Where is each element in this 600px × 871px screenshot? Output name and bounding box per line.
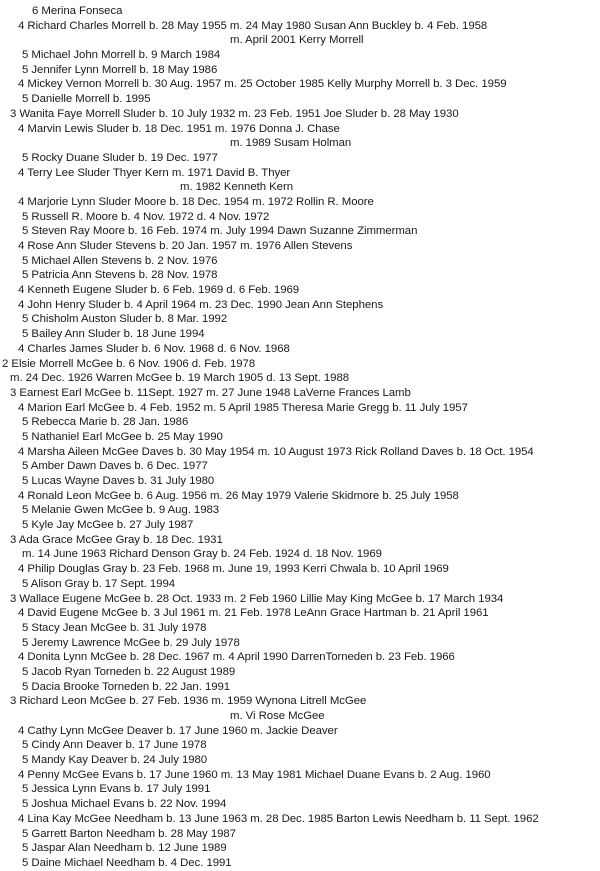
genealogy-entry: 3 Wanita Faye Morrell Sluder b. 10 July 1932 m. 23 Feb. 1951 Joe Sluder b. 28 May 1930 xyxy=(10,107,459,120)
genealogy-entry: 5 Steven Ray Moore b. 16 Feb. 1974 m. July 1994 Dawn Suzanne Zimmerman xyxy=(22,225,418,238)
genealogy-entry: 4 Mickey Vernon Morrell b. 30 Aug. 1957 m. 25 October 1985 Kelly Murphy Morrell b. 3 Dec. 1959 xyxy=(18,78,507,91)
genealogy-entry: 4 Penny McGee Evans b. 17 June 1960 m. 13 May 1981 Michael Duane Evans b. 2 Aug. 1960 xyxy=(18,768,491,781)
genealogy-entry: m. Vi Rose McGee xyxy=(230,710,325,722)
genealogy-entry: 3 Wallace Eugene McGee b. 28 Oct. 1933 m. 2 Feb 1960 Lillie May King McGee b. 17 March 1934 xyxy=(10,592,504,605)
genealogy-entry: 5 Jaspar Alan Needham b. 12 June 1989 xyxy=(22,842,227,855)
genealogy-entry: 5 Stacy Jean McGee b. 31 July 1978 xyxy=(22,621,207,634)
genealogy-entry: 5 Jacob Ryan Torneden b. 22 August 1989 xyxy=(22,665,236,678)
genealogy-entry: 5 Lucas Wayne Daves b. 31 July 1980 xyxy=(22,475,215,487)
genealogy-entry: 3 Ada Grace McGee Gray b. 18 Dec. 1931 xyxy=(10,533,223,546)
genealogy-entry: 6 Merina Fonseca xyxy=(32,5,123,17)
genealogy-entry: m. 14 June 1963 Richard Denson Gray b. 24 Feb. 1924 d. 18 Nov. 1969 xyxy=(22,548,382,561)
genealogy-entry: 4 Rose Ann Sluder Stevens b. 20 Jan. 1957 m. 1976 Allen Stevens xyxy=(18,240,353,252)
genealogy-entry: 4 Lina Kay McGee Needham b. 13 June 1963 m. 28 Dec. 1985 Barton Lewis Needham b. 11 Sept. 1962 xyxy=(18,812,539,825)
genealogy-entry: 5 Jessica Lynn Evans b. 17 July 1991 xyxy=(22,783,211,796)
genealogy-entry: 4 Marion Earl McGee b. 4 Feb. 1952 m. 5 April 1985 Theresa Marie Gregg b. 11 July 1957 xyxy=(18,401,468,414)
genealogy-entry: 4 Marvin Lewis Sluder b. 18 Dec. 1951 m. 1976 Donna J. Chase xyxy=(18,122,340,135)
genealogy-entry: 5 Mandy Kay Deaver b. 24 July 1980 xyxy=(22,754,208,767)
genealogy-entry: 5 Danielle Morrell b. 1995 xyxy=(22,93,151,106)
genealogy-entry: m. 24 Dec. 1926 Warren McGee b. 19 March 1905 d. 13 Sept. 1988 xyxy=(10,372,350,385)
genealogy-entry: 5 Daine Michael Needham b. 4 Dec. 1991 xyxy=(22,856,232,869)
genealogy-entry: 5 Nathaniel Earl McGee b. 25 May 1990 xyxy=(22,430,223,443)
genealogy-document xyxy=(0,4,600,871)
genealogy-entry: 5 Melanie Gwen McGee b. 9 Aug. 1983 xyxy=(22,504,220,517)
genealogy-entry: 2 Elsie Morrell McGee b. 6 Nov. 1906 d. Feb. 1978 xyxy=(2,357,256,370)
genealogy-entry: 4 Marjorie Lynn Sluder Moore b. 18 Dec. 1954 m. 1972 Rollin R. Moore xyxy=(18,195,374,208)
genealogy-entry: 4 Marsha Aileen McGee Daves b. 30 May 1954 m. 10 August 1973 Rick Rolland Daves b. 18 Oct. 1954 xyxy=(18,445,534,458)
genealogy-entry: 4 Terry Lee Sluder Thyer Kern m. 1971 David B. Thyer xyxy=(18,166,291,179)
genealogy-entry: 5 Patricia Ann Stevens b. 28 Nov. 1978 xyxy=(22,269,218,282)
genealogy-entry: 5 Bailey Ann Sluder b. 18 June 1994 xyxy=(22,328,205,341)
genealogy-entry: 5 Rocky Duane Sluder b. 19 Dec. 1977 xyxy=(22,151,218,164)
genealogy-entry: 4 Richard Charles Morrell b. 28 May 1955 m. 24 May 1980 Susan Ann Buckley b. 4 Feb. 1958 xyxy=(18,19,488,32)
genealogy-entry: 3 Richard Leon McGee b. 27 Feb. 1936 m. 1959 Wynona Litrell McGee xyxy=(10,695,367,708)
genealogy-entry: 5 Jennifer Lynn Morrell b. 18 May 1986 xyxy=(22,63,218,76)
genealogy-entry: 5 Rebecca Marie b. 28 Jan. 1986 xyxy=(22,416,189,429)
genealogy-entry: 4 David Eugene McGee b. 3 Jul 1961 m. 21 Feb. 1978 LeAnn Grace Hartman b. 21 April 1961 xyxy=(18,607,489,620)
genealogy-entry: 5 Cindy Ann Deaver b. 17 June 1978 xyxy=(22,739,207,752)
genealogy-entry: 5 Garrett Barton Needham b. 28 May 1987 xyxy=(22,827,236,840)
genealogy-entry: 4 John Henry Sluder b. 4 April 1964 m. 23 Dec. 1990 Jean Ann Stephens xyxy=(18,298,384,311)
genealogy-entry: 5 Kyle Jay McGee b. 27 July 1987 xyxy=(22,519,194,532)
genealogy-entry: 4 Cathy Lynn McGee Deaver b. 17 June 1960 m. Jackie Deaver xyxy=(18,724,338,737)
genealogy-entry: 5 Amber Dawn Daves b. 6 Dec. 1977 xyxy=(22,460,208,473)
genealogy-entry: 5 Michael John Morrell b. 9 March 1984 xyxy=(22,49,221,62)
genealogy-entry: 5 Dacia Brooke Torneden b. 22 Jan. 1991 xyxy=(22,680,231,693)
genealogy-entry: 4 Ronald Leon McGee b. 6 Aug. 1956 m. 26 May 1979 Valerie Skidmore b. 25 July 1958 xyxy=(18,489,459,502)
genealogy-entry: 3 Earnest Earl McGee b. 11Sept. 1927 m. 27 June 1948 LaVerne Frances Lamb xyxy=(10,386,411,399)
genealogy-entry: 5 Joshua Michael Evans b. 22 Nov. 1994 xyxy=(22,798,227,811)
genealogy-entry: 5 Russell R. Moore b. 4 Nov. 1972 d. 4 Nov. 1972 xyxy=(22,210,270,223)
genealogy-entry: 5 Alison Gray b. 17 Sept. 1994 xyxy=(22,577,176,590)
genealogy-entry: 4 Donita Lynn McGee b. 28 Dec. 1967 m. 4 April 1990 DarrenTorneden b. 23 Feb. 1966 xyxy=(18,651,455,664)
genealogy-entry: 5 Jeremy Lawrence McGee b. 29 July 1978 xyxy=(22,636,240,649)
genealogy-entry: 4 Charles James Sluder b. 6 Nov. 1968 d. 6 Nov. 1968 xyxy=(18,342,290,355)
genealogy-entry: 4 Kenneth Eugene Sluder b. 6 Feb. 1969 d. 6 Feb. 1969 xyxy=(18,284,300,297)
genealogy-entry: 4 Philip Douglas Gray b. 23 Feb. 1968 m. June 19, 1993 Kerri Chwala b. 10 April 1969 xyxy=(18,563,449,576)
genealogy-entry: m. 1982 Kenneth Kern xyxy=(180,181,293,194)
genealogy-entry: m. April 2001 Kerry Morrell xyxy=(230,34,364,47)
genealogy-entry: m. 1989 Susam Holman xyxy=(230,137,352,150)
genealogy-entry: 5 Chisholm Auston Sluder b. 8 Mar. 1992 xyxy=(22,313,228,326)
genealogy-entry: 5 Michael Allen Stevens b. 2 Nov. 1976 xyxy=(22,254,218,267)
